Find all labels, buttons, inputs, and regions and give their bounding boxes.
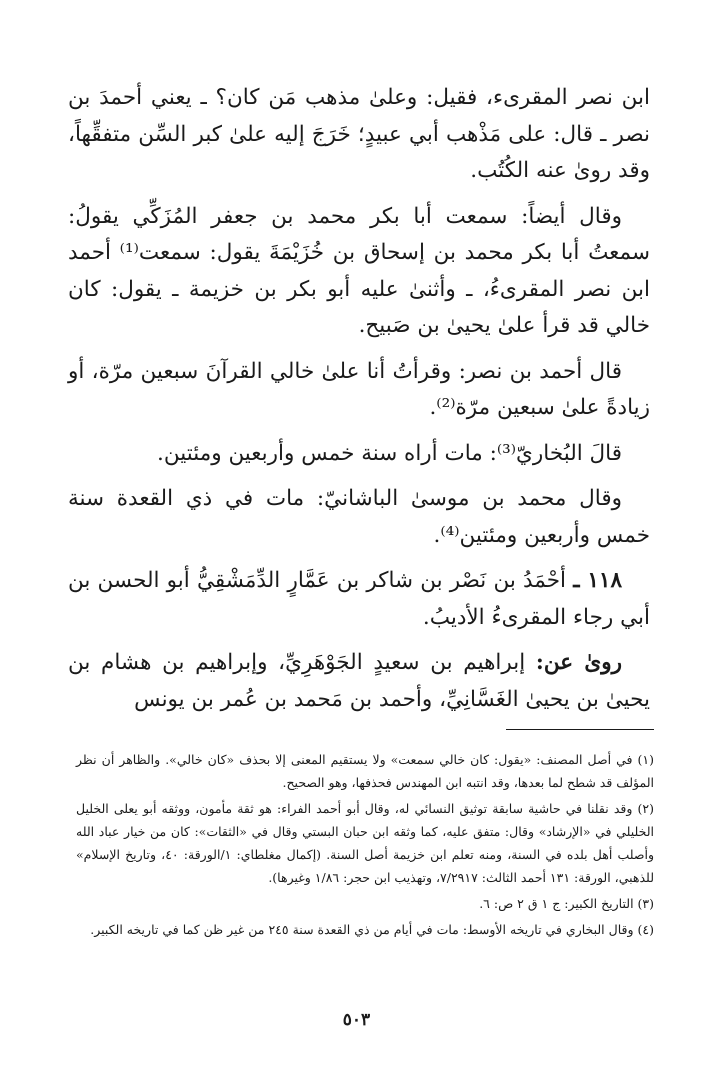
narrated-label: روىٰ عن: [535, 650, 622, 675]
footnote-1: (١) في أصل المصنف: «يقول: كان خالي سمعت» ولا يستقيم المعنى إلا بحذف «كان خالي». والظاهر أن نظر المؤلف قد شطح لما بعدها، وقد انتبه ابن المهندس فحذفها، وهو الصحيح. [76, 752, 654, 790]
footnote-2: (٢) وقد نقلنا في حاشية سابقة توثيق النسائي له، وقال أبو أحمد الفراء: هو ثقة مأمون، ووثقه أبو يعلى الخليل الخليلي في «الإرشاد» وقال: متفق عليه، كما وثقه ابن حبان البستي وقال في «الثقات»: كان من خيار عباد الله وأصلب أهل بلده في السنة، ومنه تعلم ابن خزيمة أصل السنة. (إكمال مغلطاي: ١/الورقة: ٤٠، وتاريخ الإسلام» للذهبي، الورقة: ١٣١ أحمد الثالث: ٧/٢٩١٧، وتهذيب ابن حجر: ١/٨٦ وغيرها). [76, 801, 655, 885]
biography-entry [68, 563, 650, 636]
narrated-from [68, 645, 650, 718]
narrated-text: إبراهيم بن سعيدٍ الجَوْهَرِيِّ، وإبراهيم بن هشام بن يحيىٰ بن يحيىٰ الغَسَّانِيِّ، وأحمد بن مَحمد بن عُمر بن يونس [68, 650, 650, 712]
entry-name: أحْمَدُ بن نَصْر بن شاكر بن عَمَّارٍ الدِّمَشْقِيُّ أبو الحسن بن أبي رجاء المقرىءُ الأديبُ. [68, 568, 650, 630]
body-paragraph-2: وقال أيضاً: سمعت أبا بكر محمد بن جعفر المُزَكِّي يقولُ: سمعتُ أبا بكر محمد بن إسحاق بن خُزَيْمَةَ يقول: سمعت⁽¹⁾ أحمد ابن نصر المقرىءُ، ـ وأثنىٰ عليه أبو بكر بن خزيمة ـ يقول: كان خالي قد قرأ علىٰ يحيىٰ بن صَبيح. [68, 203, 650, 338]
body-paragraph-1: ابن نصر المقرىء، فقيل: وعلىٰ مذهب مَن كان؟ ـ يعني أحمدَ بن نصر ـ قال: على مَذْهب أبي عبيدٍ؛ خَرَجَ إليه علىٰ كبر السِّن متفقِّهاً، وقد روىٰ عنه الكُتُب. [68, 85, 650, 183]
body-paragraph-3: قال أحمد بن نصر: وقرأتُ أنا علىٰ خالي القرآنَ سبعين مرّة، أو زيادةً علىٰ سبعين مرّة⁽²⁾. [68, 358, 650, 420]
body-paragraph-5: وقال محمد بن موسىٰ الباشانيّ: مات في ذي القعدة سنة خمس وأربعين ومئتين⁽⁴⁾. [68, 486, 650, 548]
footnote-3: (٣) التاريخ الكبير: ج ١ ق ٢ ص: ٦. [479, 896, 654, 911]
page-number: ٥٠٣ [342, 1010, 371, 1030]
body-paragraph-4: قالَ البُخاريّ⁽³⁾: مات أراه سنة خمس وأربعين ومئتين. [157, 440, 622, 466]
footnote-divider [506, 729, 654, 730]
main-text [68, 80, 650, 727]
footnotes [76, 748, 654, 944]
footnote-4: (٤) وقال البخاري في تاريخه الأوسط: مات في أيام من ذي القعدة سنة ٢٤٥ من غير ظن كما في تاريخه الكبير. [90, 922, 654, 937]
entry-number: ١١٨ ـ [573, 568, 622, 593]
